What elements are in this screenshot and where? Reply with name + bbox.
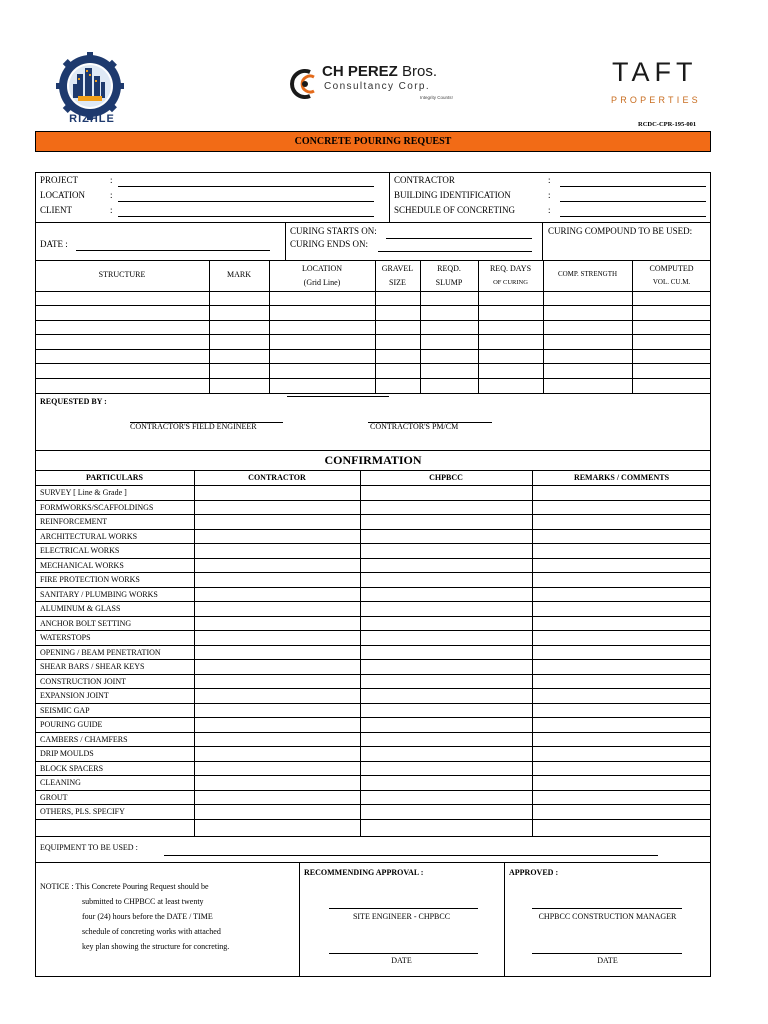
project-field[interactable]	[118, 186, 374, 187]
pm-cm-caption: CONTRACTOR'S PM/CM	[370, 422, 459, 431]
site-engineer-caption: SITE ENGINEER - CHPBCC	[352, 912, 451, 921]
notice-line-2: submitted to CHPBCC at least twenty	[82, 897, 204, 906]
confirmation-item-label: EXPANSION JOINT	[40, 691, 109, 700]
equipment-label: EQUIPMENT TO BE USED :	[40, 843, 138, 852]
field-engineer-caption: CONTRACTOR'S FIELD ENGINEER	[130, 422, 257, 431]
notice-line-1: NOTICE : This Concrete Pouring Request should be	[40, 882, 209, 891]
project-label: PROJECT	[40, 175, 79, 185]
notice-line-3: four (24) hours before the DATE / TIME	[82, 912, 213, 921]
confirmation-item-label: CONSTRUCTION JOINT	[40, 676, 126, 686]
site-engineer-signature-line[interactable]	[329, 908, 478, 909]
confirmation-item-label: POURING GUIDE	[40, 720, 103, 729]
confirmation-title: CONFIRMATION	[324, 453, 422, 467]
confirmation-item-label: REINFORCEMENT	[40, 517, 108, 526]
building-id-field[interactable]	[560, 201, 706, 202]
confirmation-item-label: MECHANICAL WORKS	[40, 560, 124, 570]
chp-perez-logo-icon	[288, 68, 322, 100]
taft-properties-subtitle: PROPERTIES	[611, 95, 701, 105]
curing-compound-label: CURING COMPOUND TO BE USED:	[548, 226, 693, 236]
form-title-bar	[35, 131, 711, 152]
confirmation-item-label: BLOCK SPACERS	[40, 763, 104, 773]
confirmation-item-label: ALUMINUM & GLASS	[40, 604, 121, 613]
curing-starts-label: CURING STARTS ON:	[290, 226, 377, 236]
chp-perez-tagline: Integrity Counts!	[420, 95, 453, 100]
confirmation-item-label: CAMBERS / CHAMFERS	[40, 734, 128, 744]
contractor-label: CONTRACTOR	[394, 175, 455, 185]
confirmation-item-label: FORMWORKS/SCAFFOLDINGS	[40, 502, 154, 512]
client-field[interactable]	[118, 216, 374, 217]
confirmation-item-label: DRIP MOULDS	[40, 749, 94, 758]
recommending-approval-label: RECOMMENDING APPROVAL :	[304, 868, 424, 877]
contractor-field[interactable]	[560, 186, 706, 187]
location-label: LOCATION	[40, 190, 85, 200]
recommending-date-line[interactable]	[329, 953, 478, 954]
confirmation-item-label: CLEANING	[40, 778, 81, 787]
date-field[interactable]	[76, 250, 270, 251]
construction-manager-caption: CHPBCC CONSTRUCTION MANAGER	[538, 912, 677, 921]
schedule-label: SCHEDULE OF CONCRETING	[394, 205, 516, 215]
confirmation-item-label: WATERSTOPS	[40, 633, 91, 642]
curing-ends-field[interactable]	[378, 251, 532, 252]
confirmation-item-label: ANCHOR BOLT SETTING	[40, 618, 132, 628]
date-label: DATE :	[40, 239, 68, 249]
requested-by-signature-line[interactable]	[287, 396, 389, 397]
approved-date-line[interactable]	[532, 953, 682, 954]
confirmation-item-label: GROUT	[40, 792, 68, 802]
document-code: RCDC-CPR-195-001	[638, 121, 697, 128]
curing-starts-field[interactable]	[386, 238, 532, 239]
client-label: CLIENT	[40, 205, 72, 215]
confirmation-item-label: ELECTRICAL WORKS	[40, 546, 120, 555]
approved-date-caption: DATE	[597, 956, 618, 965]
schedule-field[interactable]	[560, 216, 706, 217]
form-title: CONCRETE POURING REQUEST	[294, 136, 452, 147]
confirmation-item-label: ARCHITECTURAL WORKS	[40, 531, 138, 541]
confirmation-item-label: OTHERS, PLS. SPECIFY	[40, 807, 125, 816]
confirmation-item-label: FIRE PROTECTION WORKS	[40, 575, 140, 584]
building-id-label: BUILDING IDENTIFICATION	[394, 190, 511, 200]
confirmation-item-label: SURVEY [ Line & Grade ]	[40, 488, 127, 497]
chp-perez-name: CH PEREZ Bros.	[322, 63, 438, 80]
confirmation-item-label: SEISMIC GAP	[40, 705, 90, 715]
confirmation-item-label: SANITARY / PLUMBING WORKS	[40, 589, 158, 599]
equipment-field[interactable]	[164, 855, 658, 856]
approved-label: APPROVED :	[509, 868, 559, 877]
rizhle-wordmark: RIZHLE	[69, 113, 115, 125]
confirmation-item-label: SHEAR BARS / SHEAR KEYS	[40, 662, 145, 671]
recommending-date-caption: DATE	[391, 956, 412, 965]
notice-line-4: schedule of concreting works with attached	[82, 927, 221, 936]
chp-perez-subtitle: Consultancy Corp.	[324, 81, 431, 92]
notice-line-5: key plan showing the structure for concreting.	[82, 942, 230, 951]
curing-ends-label: CURING ENDS ON:	[290, 239, 369, 249]
taft-logo: TAFT	[612, 57, 698, 87]
construction-manager-signature-line[interactable]	[532, 908, 682, 909]
requested-by-label: REQUESTED BY :	[40, 397, 107, 406]
location-field[interactable]	[118, 201, 374, 202]
confirmation-item-label: OPENING / BEAM PENETRATION	[40, 647, 161, 657]
